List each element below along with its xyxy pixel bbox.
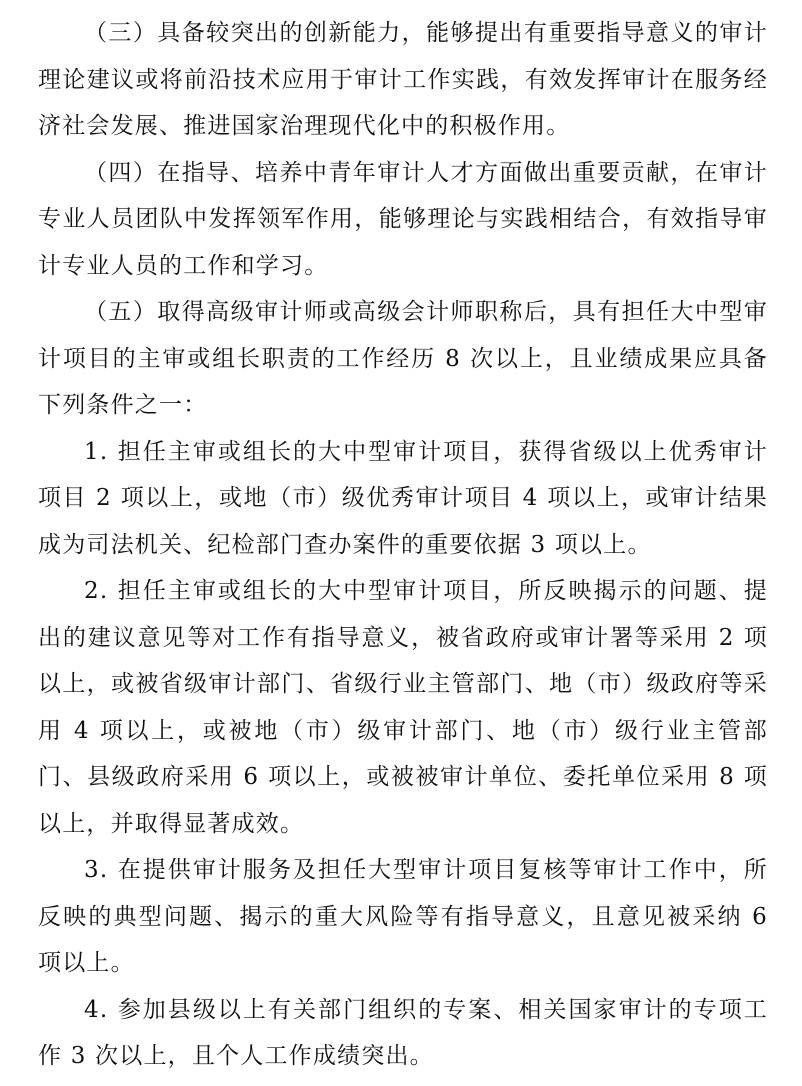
paragraph-talent-training: （四）在指导、培养中青年审计人才方面做出重要贡献，在审计专业人员团队中发挥领军作用，能够理论与实践相结合，有效指导审计专业人员的工作和学习。 [38,159,768,279]
paragraph-condition-3: 3. 在提供审计服务及担任大型审计项目复核等审计工作中，所反映的典型问题、揭示的重大风险等有指导意义，且意见被采纳 6 项以上。 [38,857,768,976]
paragraph-condition-2: 2. 担任主审或组长的大中型审计项目，所反映揭示的问题、提出的建议意见等对工作有指导意义，被省政府或审计署等采用 2 项以上，或被省级审计部门、省级行业主管部门、地（市）级政府等采用 4 项以上，或被地（市）级审计部门、地（市）级行业主管部门、县级政府采用 6 项以上，或被被审计单位、委托单位采用 8 项以上，并取得显著成效。 [38,578,768,837]
paragraph-condition-1: 1. 担任主审或组长的大中型审计项目，获得省级以上优秀审计项目 2 项以上，或地（市）级优秀审计项目 4 项以上，或审计结果成为司法机关、纪检部门查办案件的重要依据 3 项以上。 [38,438,768,558]
paragraph-title-and-experience: （五）取得高级审计师或高级会计师职称后，具有担任大中型审计项目的主审或组长职责的工作经历 8 次以上，且业绩成果应具备下列条件之一： [38,299,768,418]
paragraph-innovation-ability: （三）具备较突出的创新能力，能够提出有重要指导意义的审计理论建议或将前沿技术应用于审计工作实践，有效发挥审计在服务经济社会发展、推进国家治理现代化中的积极作用。 [38,20,768,139]
paragraph-condition-4: 4. 参加县级以上有关部门组织的专案、相关国家审计的专项工作 3 次以上，且个人工作成绩突出。 [38,996,768,1069]
